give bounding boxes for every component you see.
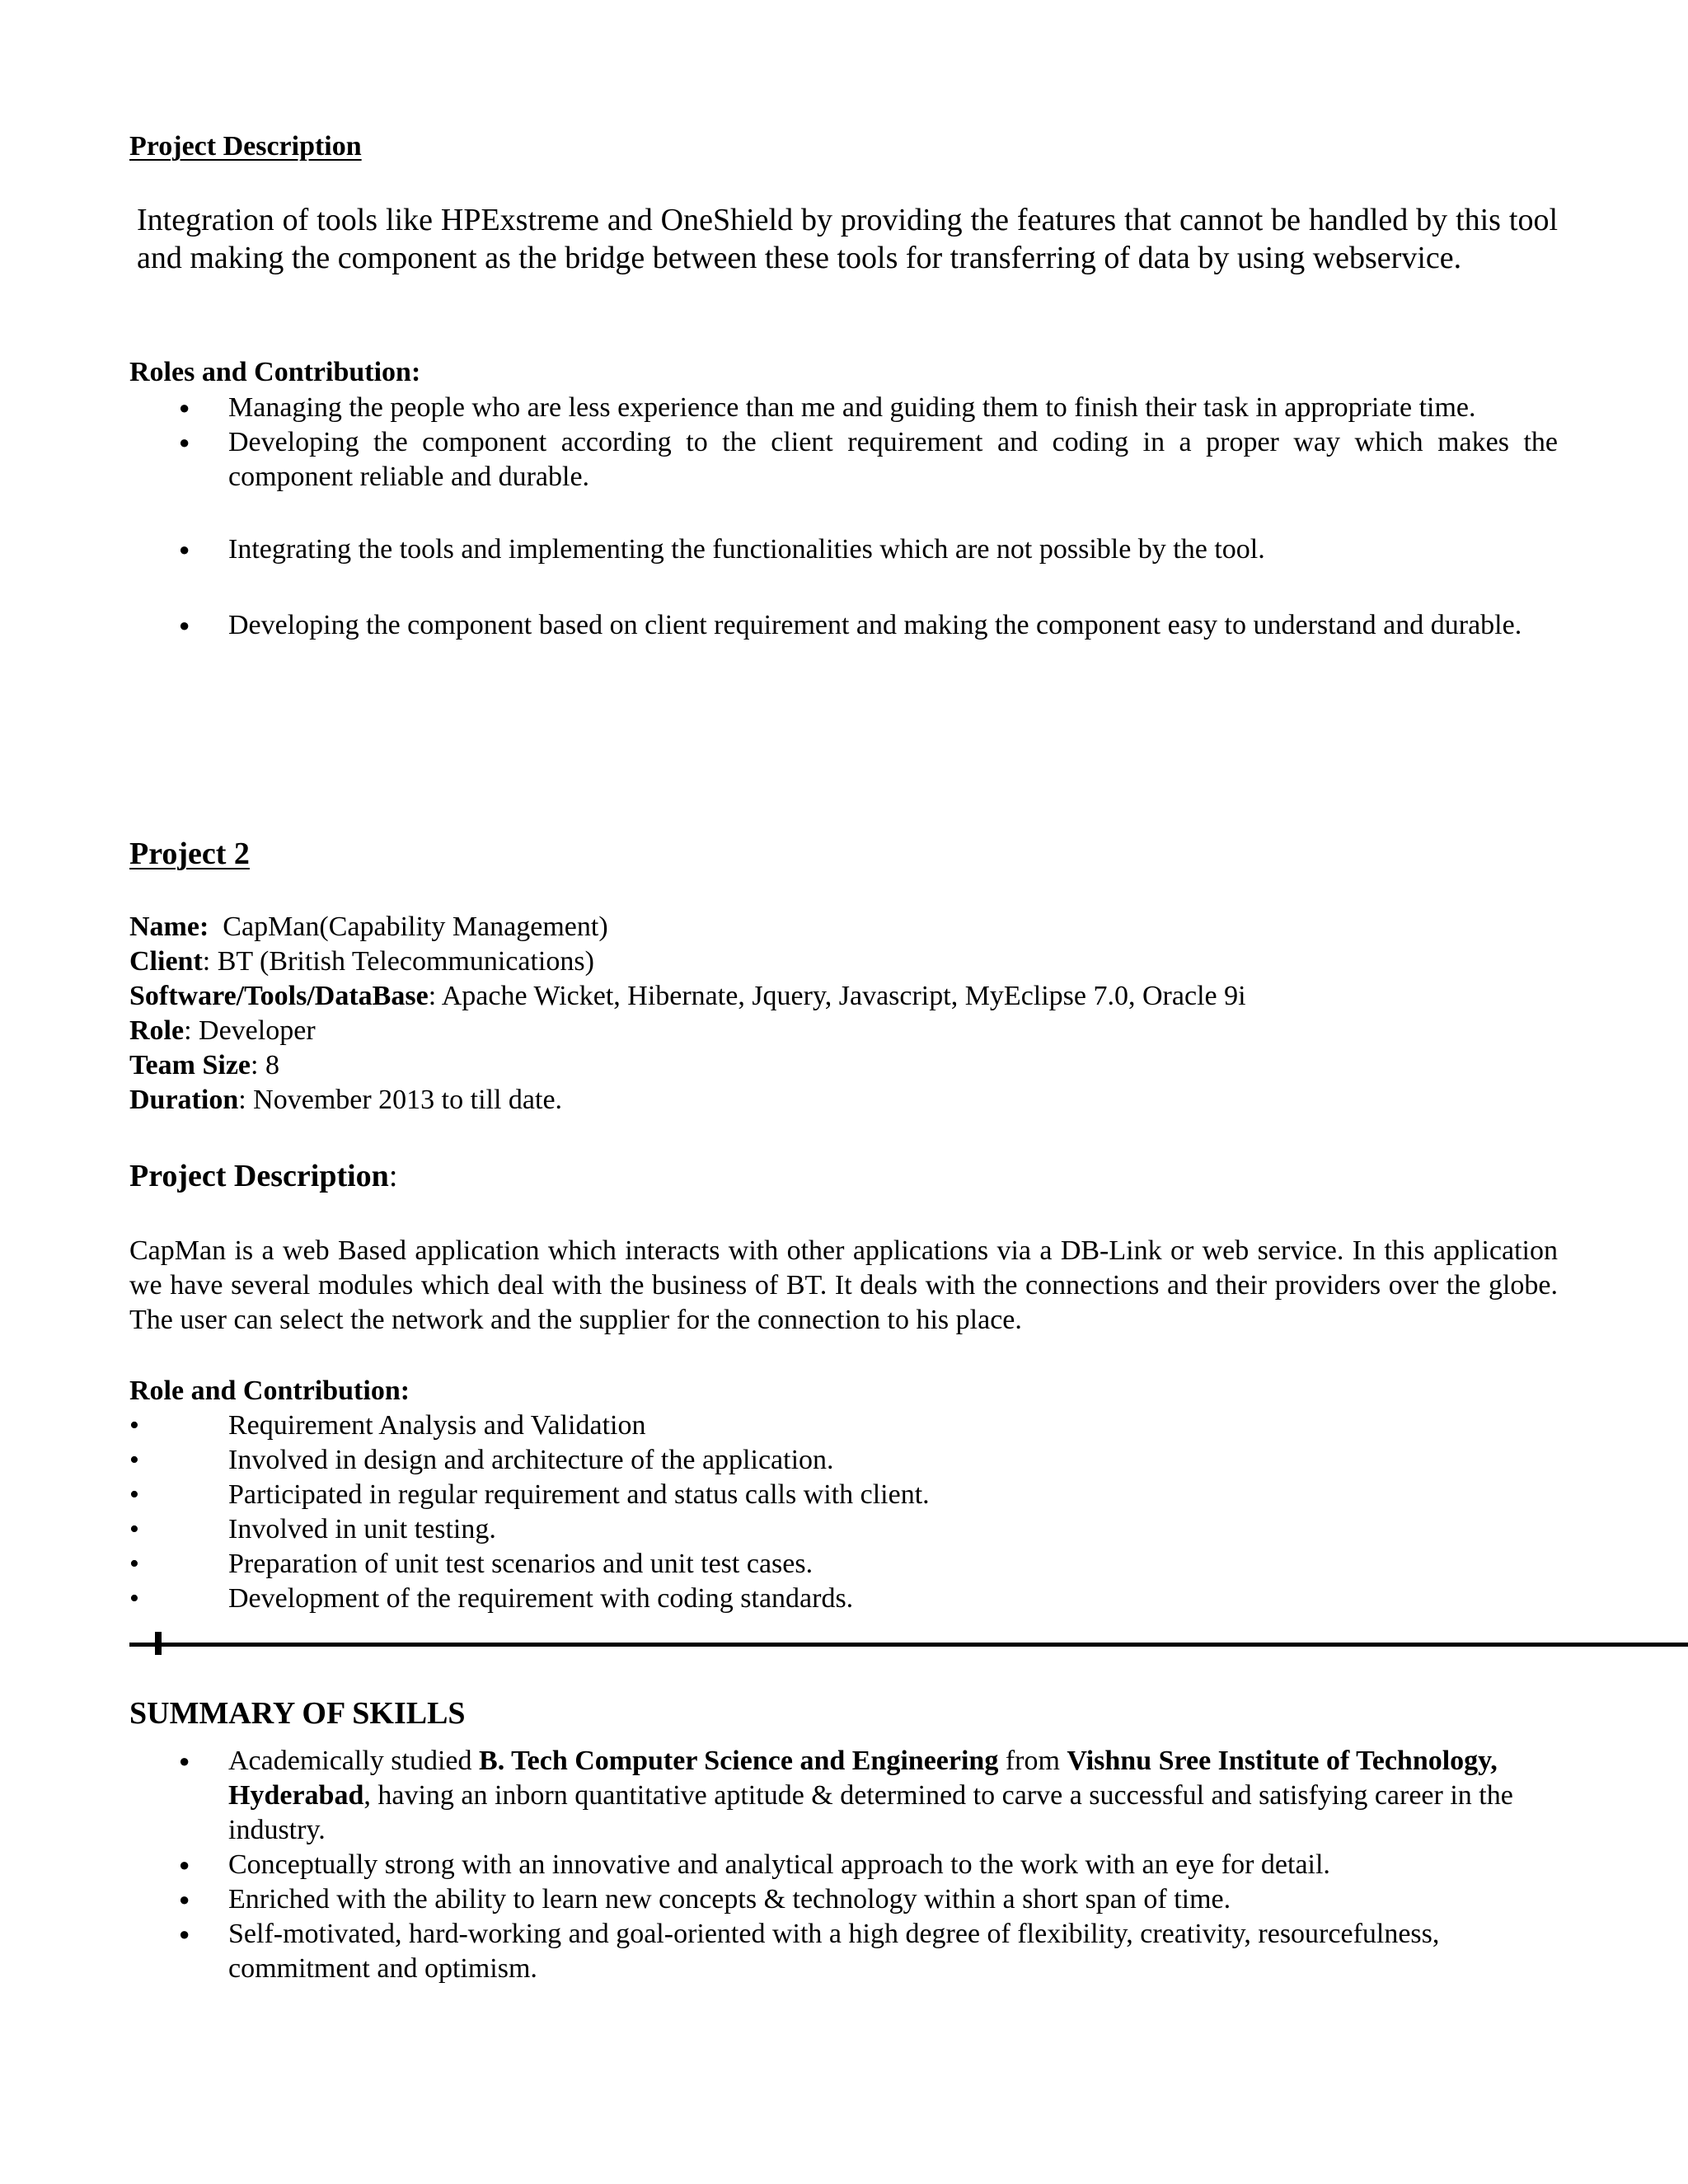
list-item-text: Developing the component based on client requirement and making the component easy to understand and durable. <box>228 610 1522 640</box>
project2-client-value: : BT (British Telecommunications) <box>202 946 594 977</box>
skills-institute: Vishnu Sree Institute of Technology, Hyderabad <box>228 1746 1498 1811</box>
project2-software-label: Software/Tools/DataBase <box>129 981 429 1011</box>
project2-description-heading-text: Project Description <box>129 1159 389 1193</box>
project2-team-label: Team Size <box>129 1050 251 1080</box>
list-item <box>129 1582 930 1616</box>
bullet-icon: ● <box>179 615 190 635</box>
project2-role-label: Role <box>129 1015 185 1046</box>
list-item <box>129 1547 930 1582</box>
project2-duration-line <box>129 1083 562 1118</box>
bullet-icon: • <box>129 1583 139 1614</box>
bullet-icon: • <box>129 1479 139 1510</box>
bullet-icon: ● <box>179 539 190 560</box>
project2-description-text: CapMan is a web Based application which interacts with other applications via a DB-Link or web service. In this application we have several modules which deal with the business of BT. It deals with the connections and their providers over the globe. The user can select the network and the supplier for the connection to his place. <box>129 1235 1558 1335</box>
skills-item1-text-e: , having an inborn quantitative aptitude & determined to carve a successful and satisfying career in the industry. <box>228 1780 1513 1845</box>
project2-software-value: : Apache Wicket, Hibernate, Jquery, Javascript, MyEclipse 7.0, Oracle 9i <box>428 981 1246 1011</box>
project2-client-line <box>129 944 594 979</box>
bullet-icon: ● <box>179 397 190 418</box>
list-item-text: Developing the component according to the client requirement and coding in a proper way which makes the component reliable and durable. <box>228 427 1558 492</box>
project2-software-line <box>129 979 1246 1014</box>
project2-roles-list <box>129 1408 930 1616</box>
project2-duration-value: : November 2013 to till date. <box>238 1085 563 1115</box>
bullet-icon: • <box>129 1410 139 1441</box>
project1-roles-heading: Roles and Contribution: <box>129 357 421 387</box>
list-item <box>129 608 1558 643</box>
list-item-text: Requirement Analysis and Validation <box>228 1410 646 1441</box>
list-item-text: Integrating the tools and implementing the functionalities which are not possible by the tool. <box>228 534 1265 565</box>
list-item <box>129 425 1558 494</box>
list-item <box>129 1848 1558 1882</box>
project1-description-heading: Project Description <box>129 131 362 162</box>
section-divider-tick <box>155 1632 162 1655</box>
list-item-text: Self-motivated, hard-working and goal-oriented with a high degree of flexibility, creativity, resourcefulness, commitment and optimism. <box>228 1919 1440 1984</box>
project1-description-text: Integration of tools like HPExstreme and OneShield by providing the features that cannot be handled by this tool and making the component as the bridge between these tools for transferring of data by using webservice. <box>137 203 1558 275</box>
bullet-icon: • <box>129 1445 139 1475</box>
list-item <box>129 1443 930 1478</box>
list-item <box>129 391 1558 425</box>
list-item-text: Involved in design and architecture of the application. <box>228 1445 834 1475</box>
list-item <box>129 1478 930 1512</box>
bullet-icon: ● <box>179 1854 190 1875</box>
list-item-text: Involved in unit testing. <box>228 1514 496 1544</box>
list-item-text: Enriched with the ability to learn new concepts & technology within a short span of time. <box>228 1884 1231 1915</box>
bullet-icon: ● <box>179 1889 190 1910</box>
skills-degree: B. Tech Computer Science and Engineering <box>479 1746 999 1776</box>
project1-roles-list <box>129 391 1558 643</box>
project2-team-value: : 8 <box>251 1050 279 1080</box>
list-item-text: Development of the requirement with coding standards. <box>228 1583 854 1614</box>
list-item-text: Managing the people who are less experience than me and guiding them to finish their task in appropriate time. <box>228 392 1476 423</box>
bullet-icon: • <box>129 1549 139 1579</box>
project2-duration-label: Duration <box>129 1085 239 1115</box>
bullet-icon: ● <box>179 1750 190 1771</box>
list-item-text: Preparation of unit test scenarios and unit test cases. <box>228 1549 814 1579</box>
skills-heading: SUMMARY OF SKILLS <box>129 1696 466 1731</box>
project2-role-line <box>129 1014 316 1048</box>
list-item <box>129 532 1558 567</box>
bullet-icon: ● <box>179 1924 190 1944</box>
project2-team-line <box>129 1048 279 1083</box>
bullet-icon: • <box>129 1514 139 1544</box>
project2-role-value: : Developer <box>184 1015 316 1046</box>
project2-name-value: CapMan(Capability Management) <box>223 912 608 942</box>
list-item-text: Conceptually strong with an innovative and analytical approach to the work with an eye for detail. <box>228 1849 1330 1880</box>
skills-list <box>129 1744 1558 1986</box>
project2-description-heading-colon: : <box>388 1159 398 1193</box>
skills-item1-text-c: from <box>998 1746 1067 1776</box>
list-item <box>129 1512 930 1547</box>
bullet-icon: ● <box>179 432 190 452</box>
list-item <box>129 1882 1558 1917</box>
list-item <box>129 1744 1558 1848</box>
project2-description-heading <box>129 1157 397 1195</box>
section-divider <box>129 1643 1688 1647</box>
project2-client-label: Client <box>129 946 203 977</box>
project2-name-line <box>129 910 608 944</box>
list-item <box>129 1408 930 1443</box>
list-item <box>129 1917 1558 1986</box>
project2-roles-heading: Role and Contribution: <box>129 1376 410 1406</box>
list-item-text: Participated in regular requirement and status calls with client. <box>228 1479 930 1510</box>
project2-name-label: Name: <box>129 912 209 942</box>
project2-heading: Project 2 <box>129 837 250 871</box>
skills-item1-text-a: Academically studied <box>228 1746 480 1776</box>
